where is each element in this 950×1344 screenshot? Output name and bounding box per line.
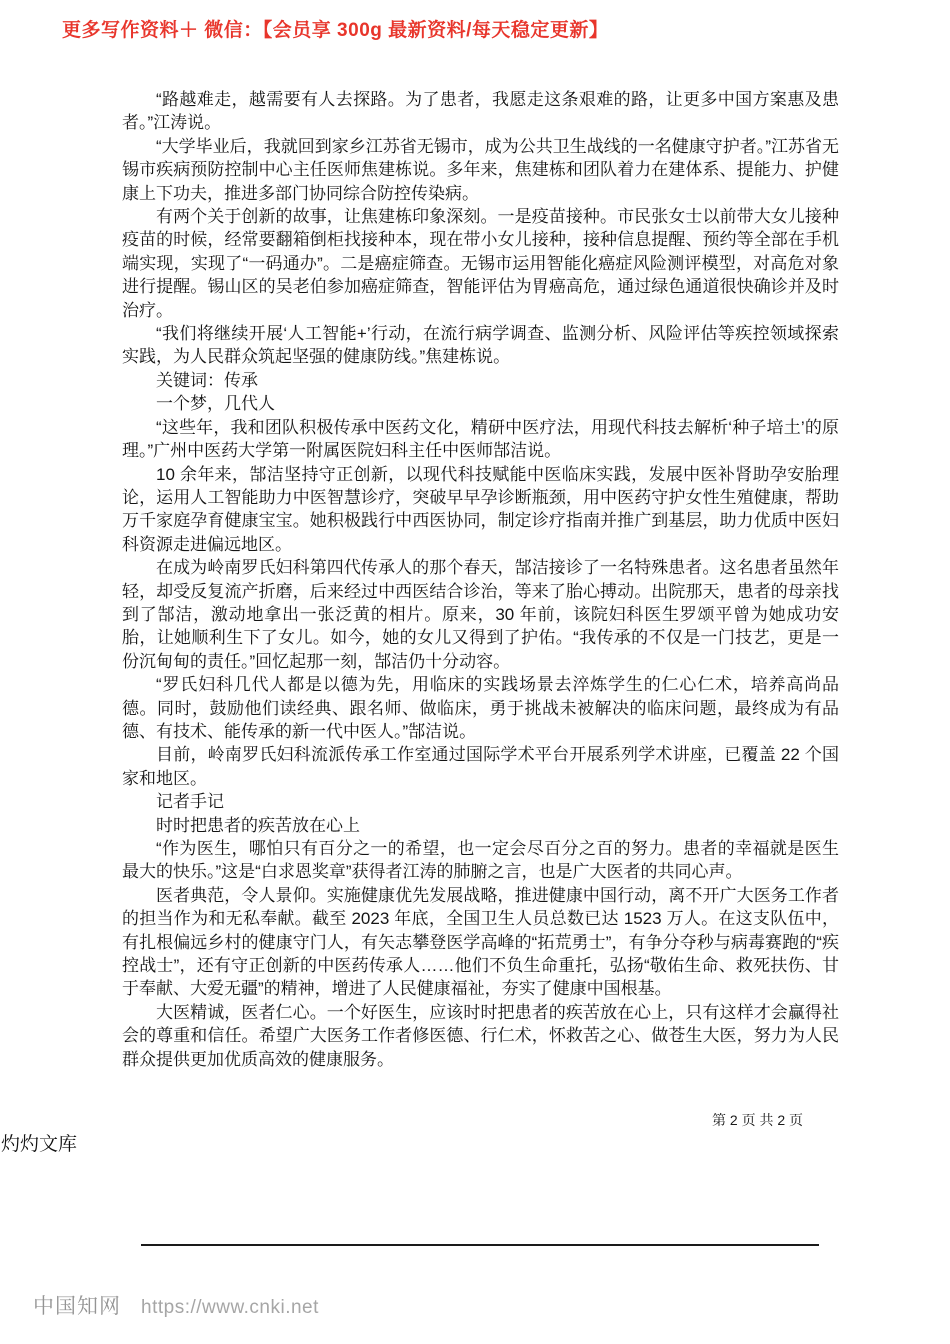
paragraph: 一个梦，几代人 (156, 394, 275, 414)
paragraph: “作为医生，哪怕只有百分之一的希望，也一定会尽百分之百的努力。患者的幸福就是医生最大的快乐。”这是“白求恩奖章”获得者江涛的肺腑之言，也是广大医者的共同心声。 (122, 839, 839, 882)
paragraph: “这些年，我和团队积极传承中医药文化，精研中医疗法，用现代科技去解析‘种子培土’的原理。”广州中医药大学第一附属医院妇科主任中医师郜洁说。 (122, 417, 839, 461)
paragraph: 时时把患者的疾苦放在心上 (156, 815, 360, 835)
paragraph: 在成为岭南罗氏妇科第四代传承人的那个春天，郜洁接诊了一名特殊患者。这名患者虽然年轻，却受反复流产折磨，后来经过中西医结合诊治，等来了胎心搏动。出院那天，患者的母亲找到了郜洁，激动地拿出一张泛黄的相片。原来，30 年前，该院妇科医生罗颂平曾为她成功安胎，让她顺利生下了女儿。如今，她的女儿又得到了护佑。“我传承的不仅是一门技艺，更是一份沉甸甸的责任。”回忆起那一刻，郜洁仍十分动容。 (122, 558, 839, 671)
cnki-url: https://www.cnki.net (141, 1297, 319, 1318)
paragraph: 医者典范，令人景仰。实施健康优先发展战略，推进健康中国行动，离不开广大医务工作者的担当作为和无私奉献。截至 2023 年底，全国卫生人员总数已达 1523 万人。在这支队伍中，有扎根偏远乡村的健康守门人，有矢志攀登医学高峰的“拓荒勇士”，有争分夺秒与病毒赛跑的“疾控战士”，还有守正创新的中医药传承人……他们不负生命重托，弘扬“敬佑生命、救死扶伤、甘于奉献、大爱无疆”的精神，增进了人民健康福祉，夯实了健康中国根基。 (122, 885, 839, 999)
page-indicator: 第 2 页 共 2 页 (712, 1112, 804, 1128)
paragraph: “大学毕业后，我就回到家乡江苏省无锡市，成为公共卫生战线的一名健康守护者。”江苏省无锡市疾病预防控制中心主任医师焦建栋说。多年来，焦建栋和团队着力在建体系、提能力、护健康上下功夫，推进多部门协同综合防控传染病。 (122, 136, 839, 203)
library-name: 灼灼文库 (1, 1134, 78, 1155)
paragraph: “罗氏妇科几代人都是以德为先，用临床的实践场景去淬炼学生的仁心仁术，培养高尚品德。同时，鼓励他们读经典、跟名师、做临床，勇于挑战未被解决的临床问题，最终成为有品德、有技术、能传承的新一代中医人。”郜洁说。 (122, 675, 839, 741)
paragraph: “路越难走，越需要有人去探路。为了患者，我愿走这条艰难的路，让更多中国方案惠及患者。”江涛说。 (122, 90, 839, 133)
paragraph: 记者手记 (156, 792, 224, 812)
paragraph: 关键词：传承 (156, 370, 258, 390)
footer-divider (141, 1244, 819, 1246)
paragraph: 10 余年来，郜洁坚持守正创新，以现代科技赋能中医临床实践，发展中医补肾助孕安胎理论，运用人工智能助力中医智慧诊疗，突破早早孕诊断瓶颈，用中医药守护女性生殖健康，帮助万千家庭孕育健康宝宝。她积极践行中西医协同，制定诊疗指南并推广到基层，助力优质中医妇科资源走进偏远地区。 (122, 464, 839, 554)
paragraph: 目前，岭南罗氏妇科流派传承工作室通过国际学术平台开展系列学术讲座，已覆盖 22 个国家和地区。 (122, 745, 839, 788)
cnki-watermark (33, 1290, 319, 1320)
document-body (122, 88, 839, 1071)
cnki-brand: 中国知网 (33, 1295, 121, 1318)
paragraph: 有两个关于创新的故事，让焦建栋印象深刻。一是疫苗接种。市民张女士以前带大女儿接种疫苗的时候，经常要翻箱倒柜找接种本，现在带小女儿接种，接种信息提醒、预约等全部在手机端实现，实现了“一码通办”。二是癌症筛查。无锡市运用智能化癌症风险测评模型，对高危对象进行提醒。锡山区的吴老伯参加癌症筛查，智能评估为胃癌高危，通过绿色通道很快确诊并及时治疗。 (122, 207, 839, 320)
paragraph: “我们将继续开展‘人工智能+’行动，在流行病学调查、监测分析、风险评估等疾控领域探索实践，为人民群众筑起坚强的健康防线。”焦建栋说。 (122, 324, 839, 367)
promo-banner: 更多写作资料＋ 微信：【会员享 300g 最新资料/每天稳定更新】 (62, 20, 609, 41)
paragraph: 大医精诚，医者仁心。一个好医生，应该时时把患者的疾苦放在心上，只有这样才会赢得社会的尊重和信任。希望广大医务工作者修医德、行仁术，怀救苦之心、做苍生大医，努力为人民群众提供更加优质高效的健康服务。 (122, 1002, 839, 1069)
